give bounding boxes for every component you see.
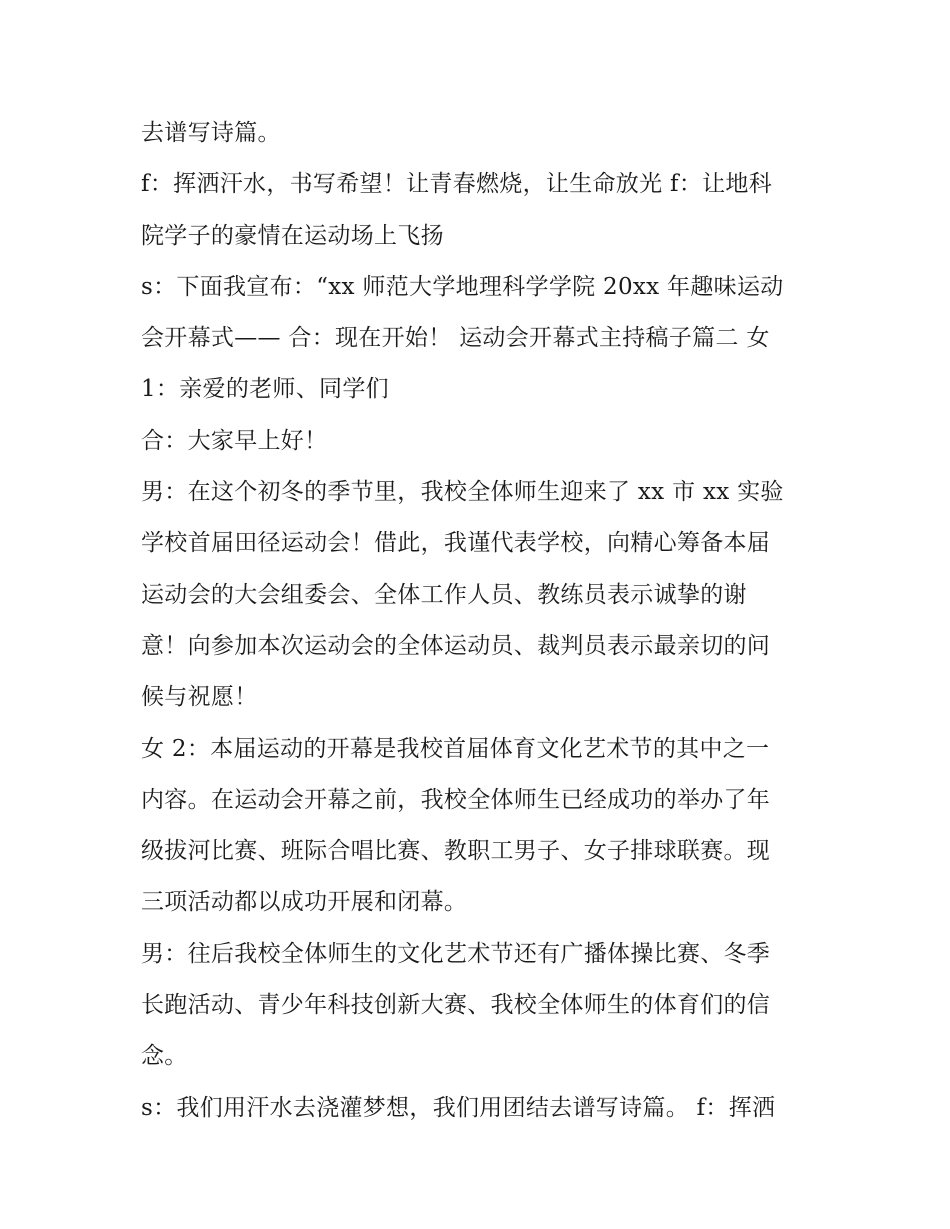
document-body (141, 108, 821, 1134)
text-line: 三项活动都以成功开展和闭幕。 (141, 889, 468, 916)
text-line: 学校首届田径运动会！借此，我谨代表学校，向精心筹备本届 (141, 530, 771, 557)
text-line: 内容。在运动会开幕之前，我校全体师生已经成功的举办了年 (141, 786, 771, 813)
text-line: 运动会的大会组委会、全体工作人员、教练员表示诚挚的谢 (141, 581, 747, 608)
text-line: 会开幕式—— 合：现在开始！ 运动会开幕式主持稿子篇二 女 (141, 325, 770, 352)
text-line: 去谱写诗篇。 (141, 120, 281, 146)
text-line: 意！向参加本次运动会的全体运动员、裁判员表示最亲切的问 (141, 632, 771, 659)
text-line: 级拔河比赛、班际合唱比赛、教职工男子、女子排球联赛。现 (141, 838, 771, 865)
text-line: s：我们用汗水去浇灌梦想，我们用团结去谱写诗篇。 f：挥洒 (141, 1094, 776, 1121)
text-line: 候与祝愿！ (141, 684, 258, 711)
text-line: 男：往后我校全体师生的文化艺术节还有广播体操比赛、冬季 (141, 940, 771, 967)
text-line: 男：在这个初冬的季节里，我校全体师生迎来了 xx 市 xx 实验 (141, 479, 784, 506)
text-line: 长跑活动、青少年科技创新大赛、我校全体师生的体育们的信 (141, 992, 771, 1019)
text-line: 院学子的豪情在运动场上飞扬 (141, 222, 444, 249)
text-line: 女 2：本届运动的开幕是我校首届体育文化艺术节的其中之一 (141, 735, 770, 762)
text-line: 合：大家早上好！ (141, 427, 328, 454)
text-line: 念。 (141, 1043, 188, 1070)
text-line: f：挥洒汗水，书写希望！让青春燃烧，让生命放光 f：让地科 (141, 171, 773, 198)
text-line: 1：亲爱的老师、同学们 (141, 376, 389, 403)
text-line: s：下面我宣布：“xx 师范大学地理科学学院 20xx 年趣味运动 (141, 273, 784, 300)
